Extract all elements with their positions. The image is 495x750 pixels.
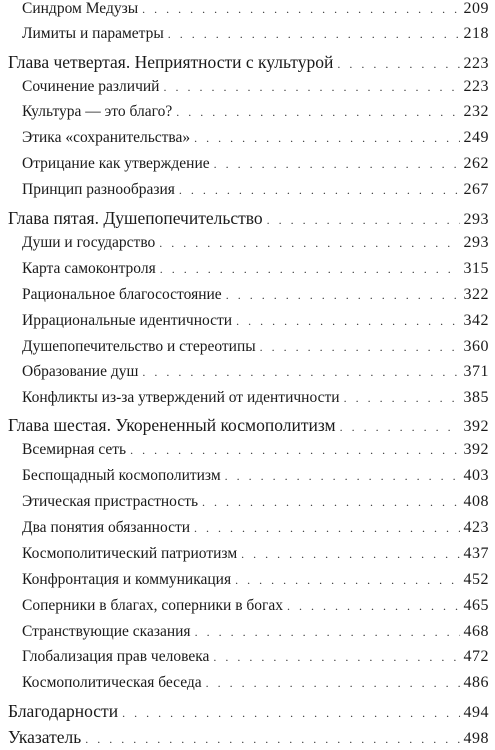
leader-dots [85, 732, 459, 747]
leader-dots [194, 521, 459, 536]
leader-dots [195, 625, 460, 640]
toc-entry[interactable] [0, 0, 495, 18]
toc-page-number: 392 [463, 441, 489, 458]
toc-entry-title: Соперники в благах, соперники в богах [22, 597, 284, 614]
toc-page-number: 232 [463, 103, 489, 120]
toc-entry[interactable] [0, 155, 495, 173]
toc-entry-title: Синдром Медузы [22, 0, 139, 17]
toc-entry[interactable] [0, 363, 495, 381]
toc-chapter[interactable] [0, 208, 495, 229]
toc-page-number: 267 [463, 181, 489, 198]
toc-entry-title: Культура — это благо? [22, 103, 173, 120]
leader-dots [340, 420, 460, 435]
toc-page-number: 223 [463, 55, 489, 72]
toc-page-number: 486 [463, 674, 489, 691]
toc-entry-title: Конфронтация и коммуникация [22, 571, 232, 588]
toc-entry[interactable] [0, 597, 495, 615]
toc-page-number: 218 [463, 25, 489, 42]
toc-entry-title: Всемирная сеть [22, 441, 127, 458]
leader-dots [159, 236, 459, 251]
toc-page-number: 315 [463, 260, 489, 277]
toc-page-number: 322 [463, 286, 489, 303]
toc-entry[interactable] [0, 25, 495, 43]
toc-entry[interactable] [0, 545, 495, 563]
toc-entry[interactable] [0, 623, 495, 641]
toc-entry-title: Сочинение различий [22, 78, 160, 95]
leader-dots [213, 650, 459, 665]
toc-page-number: 371 [463, 363, 489, 380]
toc-page-number: 249 [463, 129, 489, 146]
toc-page-number: 403 [463, 467, 489, 484]
toc-page-number: 498 [463, 730, 489, 747]
toc-entry-title: Иррациональные идентичности [22, 312, 233, 329]
toc-chapter[interactable] [0, 52, 495, 73]
toc-entry-title: Этика «сохранительства» [22, 129, 191, 146]
leader-dots [160, 262, 460, 277]
toc-entry-title: Два понятия обязанности [22, 519, 191, 536]
toc-entry[interactable] [0, 648, 495, 666]
leader-dots [206, 676, 460, 691]
toc-entry-title: Космополитический патриотизм [22, 545, 238, 562]
leader-dots [176, 105, 459, 120]
leader-dots [214, 157, 460, 172]
toc-entry-title: Глобализация прав человека [22, 648, 210, 665]
toc-page-number: 472 [463, 648, 489, 665]
leader-dots [142, 365, 459, 380]
leader-dots [194, 131, 459, 146]
toc-entry-title: Космополитическая беседа [22, 674, 202, 691]
toc-page-number: 392 [463, 418, 489, 435]
leader-dots [179, 183, 460, 198]
toc-entry-title: Лимиты и параметры [22, 25, 164, 42]
toc-entry-title: Странствующие сказания [22, 623, 191, 640]
toc-entry-title: Души и государство [22, 234, 156, 251]
toc-entry-title: Этическая пристрастность [22, 493, 199, 510]
toc-entry[interactable] [0, 519, 495, 537]
toc-page-number: 293 [463, 211, 489, 228]
toc-entry[interactable] [0, 312, 495, 330]
toc-page-number: 209 [463, 0, 489, 17]
toc-entry-title: Беспощадный космополитизм [22, 467, 221, 484]
leader-dots [142, 2, 459, 17]
leader-dots [130, 443, 459, 458]
toc-entry[interactable] [0, 389, 495, 407]
leader-dots [163, 80, 459, 95]
leader-dots [226, 288, 460, 303]
toc-entry-title: Отрицание как утверждение [22, 155, 210, 172]
toc-page-number: 494 [463, 704, 489, 721]
toc-chapter[interactable] [0, 415, 495, 436]
toc-entry[interactable] [0, 260, 495, 278]
toc-entry[interactable] [0, 338, 495, 356]
leader-dots [260, 340, 460, 355]
leader-dots [235, 573, 459, 588]
toc-entry[interactable] [0, 78, 495, 96]
toc-page-number: 423 [463, 519, 489, 536]
toc-page-number: 262 [463, 155, 489, 172]
toc-entry[interactable] [0, 234, 495, 252]
toc-page-number: 385 [463, 389, 489, 406]
toc-entry-title: Душепопечительство и стереотипы [22, 338, 256, 355]
toc-entry-title: Конфликты из-за утверждений от идентичности [22, 389, 340, 406]
toc-entry[interactable] [0, 441, 495, 459]
toc-page-number: 223 [463, 78, 489, 95]
toc-entry[interactable] [0, 286, 495, 304]
toc-chapter-title: Глава четвертая. Неприятности с культурой [8, 52, 334, 72]
leader-dots [202, 495, 459, 510]
toc-entry-title: Принцип разнообразия [22, 181, 175, 198]
leader-dots [225, 469, 460, 484]
toc-page-number: 468 [463, 623, 489, 640]
toc-chapter-title: Глава шестая. Укорененный космополитизм [8, 415, 336, 435]
leader-dots [241, 547, 459, 562]
toc-page-number: 452 [463, 571, 489, 588]
leader-dots [344, 391, 460, 406]
toc-page-number: 293 [463, 234, 489, 251]
toc-page-number: 408 [463, 493, 489, 510]
toc-page-number: 437 [463, 545, 489, 562]
toc-page-number: 360 [463, 338, 489, 355]
toc-chapter[interactable] [0, 727, 495, 748]
leader-dots [122, 706, 459, 721]
toc-chapter-title: Глава пятая. Душепопечительство [8, 208, 263, 228]
leader-dots [287, 599, 459, 614]
toc-entry[interactable] [0, 493, 495, 511]
leader-dots [236, 314, 459, 329]
toc-entry[interactable] [0, 129, 495, 147]
toc-entry[interactable] [0, 674, 495, 692]
toc-chapter[interactable] [0, 701, 495, 722]
toc-entry-title: Рациональное благосостояние [22, 286, 222, 303]
toc-entry[interactable] [0, 467, 495, 485]
toc-page-number: 465 [463, 597, 489, 614]
toc-entry-title: Карта самоконтроля [22, 260, 156, 277]
toc-chapter-title: Указатель [8, 727, 82, 747]
toc-entry[interactable] [0, 103, 495, 121]
leader-dots [337, 57, 459, 72]
leader-dots [168, 27, 460, 42]
toc-entry[interactable] [0, 571, 495, 589]
toc-chapter-title: Благодарности [8, 701, 119, 721]
toc-page-number: 342 [463, 312, 489, 329]
toc-entry-title: Образование душ [22, 363, 139, 380]
leader-dots [267, 213, 460, 228]
toc-entry[interactable] [0, 181, 495, 199]
